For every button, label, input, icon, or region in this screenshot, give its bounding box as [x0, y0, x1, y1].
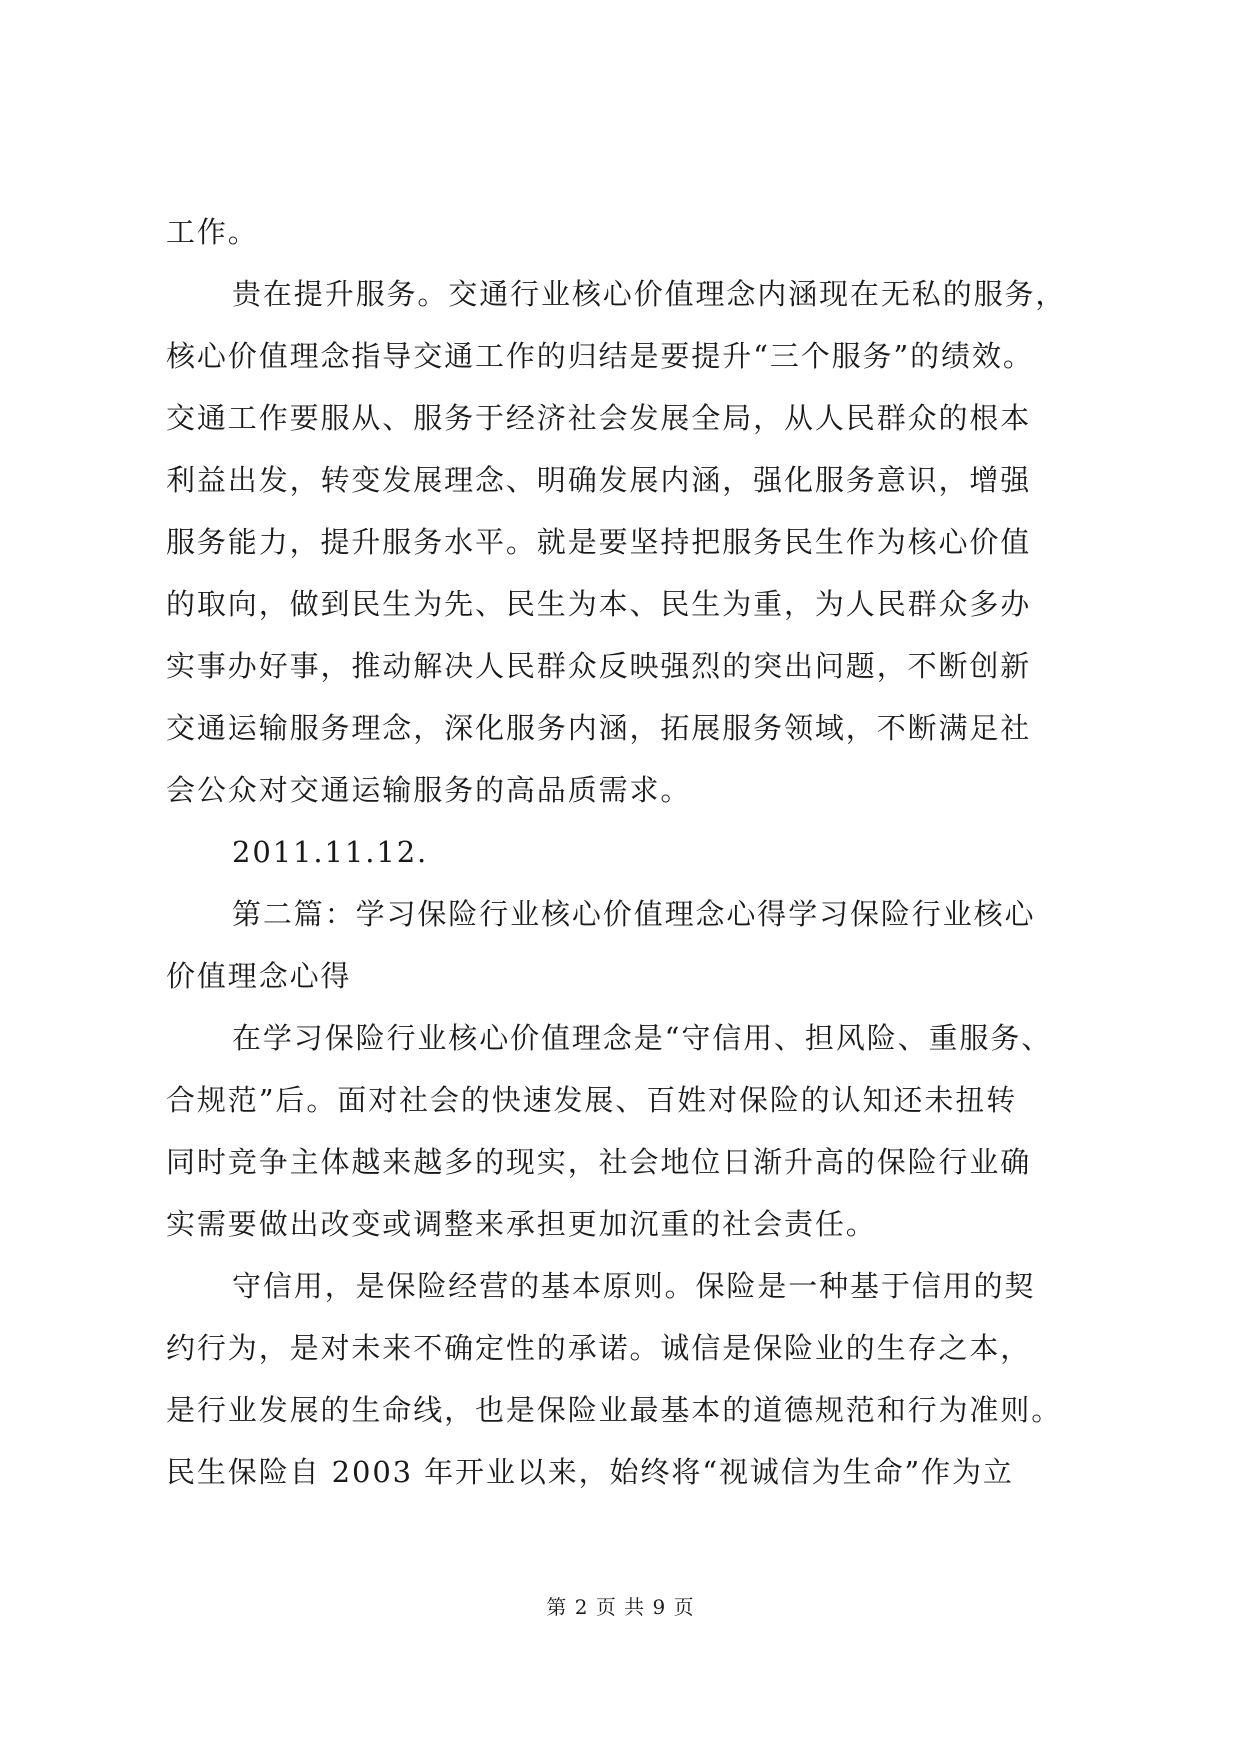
text-line: 服务能力，提升服务水平。就是要坚持把服务民生作为核心价值	[166, 525, 1032, 559]
text-line: 实事办好事，推动解决人民群众反映强烈的突出问题，不断创新	[166, 649, 1032, 683]
paragraph-start-line: 在学习保险行业核心价值理念是“守信用、担风险、重服务、	[232, 1021, 1053, 1055]
text-line: 会公众对交通运输服务的高品质需求。	[166, 773, 692, 807]
section-title-line: 第二篇：学习保险行业核心价值理念心得学习保险行业核心	[232, 897, 1036, 931]
paragraph-start-line: 守信用，是保险经营的基本原则。保险是一种基于信用的契	[232, 1269, 1036, 1303]
paragraph-start-line: 贵在提升服务。交通行业核心价值理念内涵现在无私的服务，	[232, 277, 1067, 311]
text-line: 合规范”后。面对社会的快速发展、百姓对保险的认知还未扭转	[166, 1083, 1018, 1117]
text-line: 利益出发，转变发展理念、明确发展内涵，强化服务意识，增强	[166, 463, 1032, 497]
text-line: 约行为，是对未来不确定性的承诺。诚信是保险业的生存之本，	[166, 1331, 1032, 1365]
page-number-footer: 第 2 页 共 9 页	[546, 1595, 695, 1619]
text-line: 交通工作要服从、服务于经济社会发展全局，从人民群众的根本	[166, 401, 1032, 435]
date-line: 2011.11.12.	[232, 835, 429, 869]
text-line: 的取向，做到民生为先、民生为本、民生为重，为人民群众多办	[166, 587, 1032, 621]
text-line: 交通运输服务理念，深化服务内涵，拓展服务领域，不断满足社	[166, 711, 1032, 745]
text-line: 民生保险自 2003 年开业以来，始终将“视诚信为生命”作为立	[166, 1455, 1014, 1489]
text-line: 核心价值理念指导交通工作的归结是要提升“三个服务”的绩效。	[166, 339, 1034, 373]
text-line: 工作。	[166, 215, 259, 249]
text-line: 是行业发展的生命线，也是保险业最基本的道德规范和行为准则。	[166, 1393, 1063, 1427]
text-line: 同时竞争主体越来越多的现实，社会地位日渐升高的保险行业确	[166, 1145, 1032, 1179]
text-line: 实需要做出改变或调整来承担更加沉重的社会责任。	[166, 1207, 877, 1241]
section-title-line: 价值理念心得	[166, 959, 352, 993]
